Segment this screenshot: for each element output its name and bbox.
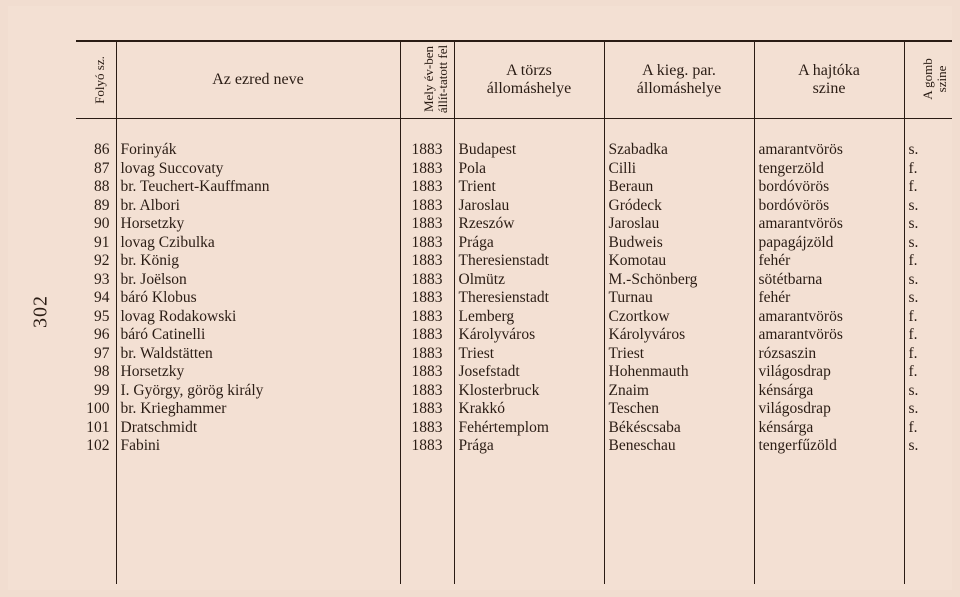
cell-button: f.: [904, 252, 952, 271]
cell-year: 1883: [400, 308, 454, 327]
cell-reserve: Budweis: [604, 234, 754, 253]
cell-home: Theresienstadt: [454, 252, 604, 271]
cell-no: 102: [86, 437, 110, 454]
cell-year: 1883: [400, 363, 454, 382]
table-row: [76, 252, 952, 271]
cell-button: s.: [904, 382, 952, 401]
cell-button: s.: [904, 197, 952, 216]
cell-no: 92: [94, 252, 110, 269]
cell-reserve: Békéscsaba: [604, 419, 754, 438]
cell-name: báró Catinelli: [116, 326, 400, 345]
cell-home: Theresienstadt: [454, 289, 604, 308]
cell-year: 1883: [400, 271, 454, 290]
cell-no: 100: [86, 400, 110, 417]
table-row: [76, 234, 952, 253]
cell-facing: rózsaszin: [754, 345, 904, 364]
cell-no: 87: [94, 159, 110, 177]
cell-facing: amarantvörös: [754, 215, 904, 234]
cell-button: s.: [904, 271, 952, 290]
cell-name: lovag Succovaty: [116, 160, 400, 179]
cell-no: 90: [94, 215, 110, 232]
cell-no: 94: [94, 289, 110, 306]
cell-facing: világosdrap: [754, 363, 904, 382]
cell-facing: bordóvörös: [754, 197, 904, 216]
cell-reserve: Znaim: [604, 382, 754, 401]
cell-year: 1883: [400, 252, 454, 271]
cell-button: f.: [904, 345, 952, 364]
cell-name: br. Waldstätten: [116, 345, 400, 364]
table-row: [76, 197, 952, 216]
cell-year: 1883: [400, 326, 454, 345]
cell-home: Pola: [454, 160, 604, 179]
cell-name: Forinyák: [116, 141, 400, 160]
table-row: [76, 382, 952, 401]
cell-no: 101: [86, 418, 110, 436]
cell-reserve: M.-Schönberg: [604, 271, 754, 290]
cell-name: Horsetzky: [116, 215, 400, 234]
cell-facing: amarantvörös: [754, 308, 904, 327]
cell-name: br. König: [116, 252, 400, 271]
cell-button: f.: [904, 363, 952, 382]
cell-reserve: Jaroslau: [604, 215, 754, 234]
cell-home: Josefstadt: [454, 363, 604, 382]
cell-reserve: Szabadka: [604, 141, 754, 160]
cell-facing: fehér: [754, 252, 904, 271]
cell-reserve: Károlyváros: [604, 326, 754, 345]
cell-name: br. Krieghammer: [116, 400, 400, 419]
cell-no: 98: [94, 363, 110, 380]
cell-no: 86: [94, 141, 110, 158]
table-row: [76, 141, 952, 160]
cell-home: Lemberg: [454, 308, 604, 327]
document-page: [8, 6, 952, 590]
table-row: [76, 215, 952, 234]
table-row: [76, 345, 952, 364]
cell-reserve: Turnau: [604, 289, 754, 308]
cell-name: lovag Rodakowski: [116, 308, 400, 327]
cell-home: Klosterbruck: [454, 382, 604, 401]
cell-year: 1883: [400, 197, 454, 216]
cell-button: s.: [904, 141, 952, 160]
cell-no: 93: [94, 270, 110, 288]
table-row: [76, 160, 952, 179]
cell-home: Budapest: [454, 141, 604, 160]
cell-home: Olmütz: [454, 271, 604, 290]
cell-button: s.: [904, 215, 952, 234]
cell-reserve: Cilli: [604, 160, 754, 179]
cell-name: Dratschmidt: [116, 419, 400, 438]
cell-reserve: Komotau: [604, 252, 754, 271]
table-row: [76, 178, 952, 197]
cell-home: Trient: [454, 178, 604, 197]
cell-no: 99: [94, 381, 110, 399]
cell-button: s.: [904, 234, 952, 253]
cell-year: 1883: [400, 215, 454, 234]
cell-year: 1883: [400, 345, 454, 364]
cell-year: 1883: [400, 400, 454, 419]
cell-facing: amarantvörös: [754, 326, 904, 345]
cell-button: f.: [904, 160, 952, 179]
table-header: [76, 41, 952, 119]
header-no: Folyó sz.: [76, 41, 116, 119]
cell-facing: sötétbarna: [754, 271, 904, 290]
cell-reserve: Teschen: [604, 400, 754, 419]
cell-facing: papagájzöld: [754, 234, 904, 253]
cell-button: s.: [904, 289, 952, 308]
cell-name: Horsetzky: [116, 363, 400, 382]
table-row: [76, 326, 952, 345]
page-number: 302: [29, 295, 52, 328]
cell-facing: tengerzöld: [754, 160, 904, 179]
table-row: [76, 419, 952, 438]
cell-no: 97: [94, 344, 110, 362]
cell-home: Jaroslau: [454, 197, 604, 216]
cell-reserve: Beneschau: [604, 437, 754, 584]
cell-year: 1883: [400, 234, 454, 253]
cell-button: f.: [904, 419, 952, 438]
cell-facing: amarantvörös: [754, 141, 904, 160]
cell-reserve: Czortkow: [604, 308, 754, 327]
table-row: [76, 308, 952, 327]
cell-name: br. Teuchert-Kauffmann: [116, 178, 400, 197]
cell-year: 1883: [400, 289, 454, 308]
header-button: A gomb szine: [904, 41, 952, 119]
cell-year: 1883: [400, 382, 454, 401]
table-row: [76, 363, 952, 382]
cell-home: Fehértemplom: [454, 419, 604, 438]
cell-no: 96: [94, 326, 110, 343]
cell-name: báró Klobus: [116, 289, 400, 308]
cell-home: Károlyváros: [454, 326, 604, 345]
cell-home: Prága: [454, 437, 604, 584]
cell-button: f.: [904, 178, 952, 197]
cell-name: I. György, görög király: [116, 382, 400, 401]
cell-button: s.: [904, 437, 952, 584]
cell-name: Fabini: [116, 437, 400, 584]
cell-facing: tengerfűzöld: [754, 437, 904, 584]
table-row: [76, 271, 952, 290]
table-row: [76, 400, 952, 419]
header-facing: A hajtóka szine: [754, 41, 904, 119]
cell-facing: fehér: [754, 289, 904, 308]
cell-facing: bordóvörös: [754, 178, 904, 197]
cell-reserve: Beraun: [604, 178, 754, 197]
cell-facing: kénsárga: [754, 419, 904, 438]
cell-no: 95: [94, 307, 110, 325]
cell-button: s.: [904, 400, 952, 419]
header-year: Mely év-ben állít-tatott fel: [400, 41, 454, 119]
cell-name: lovag Czibulka: [116, 234, 400, 253]
table-row: [76, 437, 952, 584]
cell-name: br. Albori: [116, 197, 400, 216]
cell-reserve: Hohenmauth: [604, 363, 754, 382]
header-home: A törzs állomáshelye: [454, 41, 604, 119]
cell-year: 1883: [400, 437, 454, 584]
header-name: Az ezred neve: [116, 41, 400, 119]
cell-no: 91: [94, 233, 110, 251]
cell-no: 89: [94, 196, 110, 214]
cell-home: Rzeszów: [454, 215, 604, 234]
cell-button: f.: [904, 308, 952, 327]
header-reserve: A kieg. par. állomáshelye: [604, 41, 754, 119]
table-row: [76, 289, 952, 308]
cell-year: 1883: [400, 419, 454, 438]
cell-reserve: Gródeck: [604, 197, 754, 216]
cell-facing: kénsárga: [754, 382, 904, 401]
cell-name: br. Joëlson: [116, 271, 400, 290]
cell-home: Prága: [454, 234, 604, 253]
cell-year: 1883: [400, 141, 454, 160]
cell-reserve: Triest: [604, 345, 754, 364]
regiment-table: [76, 40, 952, 584]
cell-year: 1883: [400, 160, 454, 179]
cell-button: f.: [904, 326, 952, 345]
cell-no: 88: [94, 178, 110, 195]
cell-year: 1883: [400, 178, 454, 197]
cell-home: Krakkó: [454, 400, 604, 419]
cell-home: Triest: [454, 345, 604, 364]
cell-facing: világosdrap: [754, 400, 904, 419]
